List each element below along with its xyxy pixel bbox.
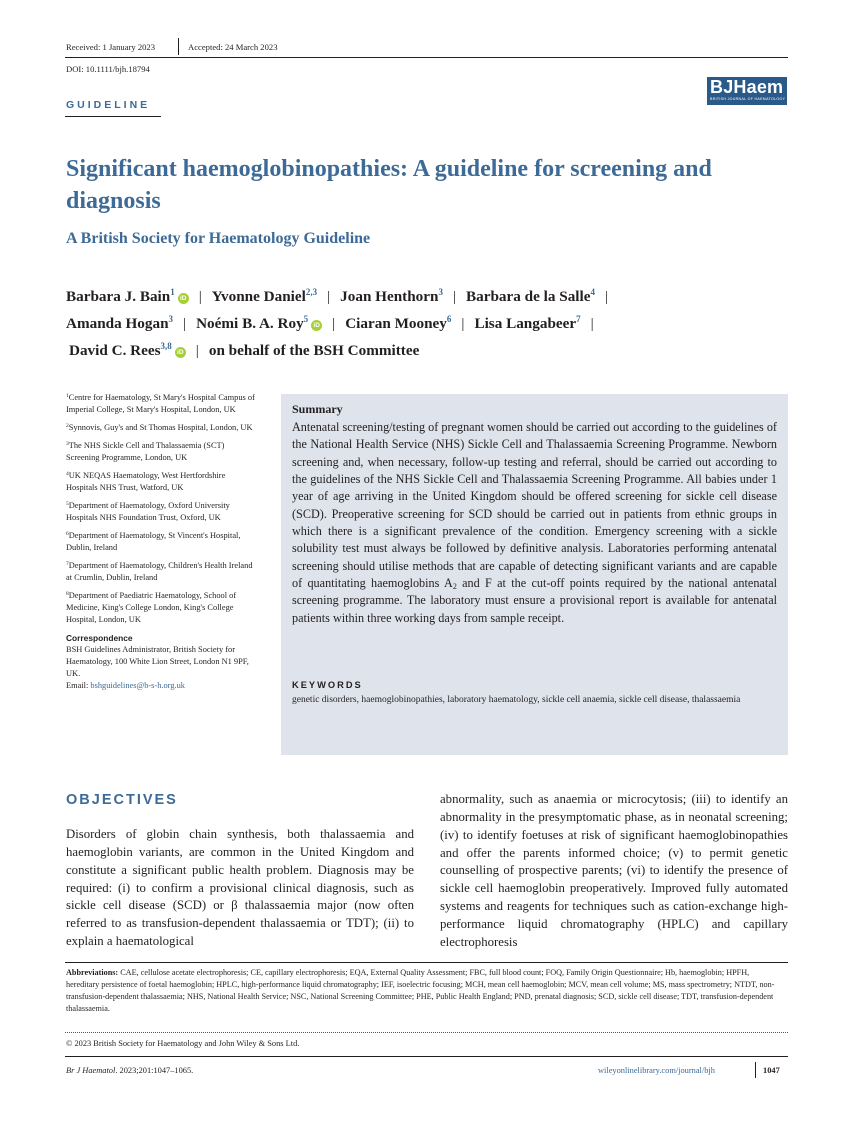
affiliation: $^8$Department of Paediatric Haematology, School of Medicine, King's College London, King's College Hospital, London, UK [66,591,237,624]
section-underline [65,116,161,117]
author[interactable]: Amanda Hogan$^3$ [66,314,174,332]
keywords-text: genetic disorders, haemoglobinopathies, laboratory haematology, sickle cell anaemia, sickle cell disease, thalassaemia [292,695,741,705]
author[interactable]: Lisa Langabeer$^7$ [474,314,581,332]
affiliations [66,392,258,692]
authors-suffix: on behalf of the BSH Committee [208,342,420,359]
affiliation: $^5$Department of Haematology, Oxford University Hospitals NHS Foundation Trust, Oxford, UK [66,501,230,522]
article-title: Significant haemoglobinopathies: A guideline for screening and diagnosis [66,156,712,214]
author[interactable]: Noémi B. A. Roy$^5$iD [196,315,322,332]
footer-divider [755,1062,756,1078]
affiliation: $^4$UK NEQAS Haematology, West Hertfordshire Hospitals NHS Trust, Watford, UK [66,471,226,492]
correspondence-heading: Correspondence [66,633,133,643]
orcid-icon[interactable]: iD [175,347,186,358]
footer-rule [65,1056,788,1057]
email-link[interactable]: bshguidelines@b-s-h.org.uk [90,681,185,690]
author[interactable]: Barbara de la Salle$^4$ [466,287,595,305]
author-line-2: Amanda Hogan$^3$ | Noémi B. A. Roy$^5$iD | Ciaran Mooney$^6$ | Lisa Langabeer$^7$ | [66,314,594,332]
journal-url[interactable]: wileyonlinelibrary.com/journal/bjh [598,1066,715,1075]
logo-subtext: BRITISH JOURNAL OF HAEMATOLOGY [710,97,786,101]
accepted-date: Accepted: 24 March 2023 [188,42,278,52]
author[interactable]: Yvonne Daniel$^{2,3}$ [211,287,318,305]
abbreviations-rule [65,962,788,963]
author[interactable]: Barbara J. Bain$^1$iD [66,288,189,305]
abbreviations: Abbreviations: CAE, cellulose acetate electrophoresis; CE, capillary electrophoresis; EQA, External Quality Assessment; FBC, full blood count; FOQ, Family Origin Questionnaire; Hb, haemoglobin; HPFH, hereditary persistence of foetal haemoglobin; HPLC, high-performance liquid chromatography; IEF, isoelectric focusing; MCH, mean cell haemoglobin; MCV, mean cell volume; MS, mass spectrometry; NTDT, non-transfusion-dependent thalassaemia; NHS, National Health Service; NSC, National Screening Committee; PHE, Public Health England; PND, prenatal diagnosis; SCD, sickle cell disease; TDT, transfusion-dependent thalassaemia. [66,968,775,1013]
orcid-icon[interactable]: iD [311,320,322,331]
author[interactable]: Ciaran Mooney$^6$ [345,314,452,332]
article-subtitle: A British Society for Haematology Guideline [66,230,371,247]
header-rule [65,57,788,58]
affiliation: $^1$Centre for Haematology, St Mary's Hospital Campus of Imperial College, St Mary's Hospital, London, UK [66,393,255,414]
received-date: Received: 1 January 2023 [66,42,156,52]
summary-box [281,394,788,755]
author-line-1: Barbara J. Bain$^1$iD | Yvonne Daniel$^{2,3}$ | Joan Henthorn$^3$ | Barbara de la Salle$^4$ | [66,287,609,305]
correspondence-email: Email: bshguidelines@b-s-h.org.uk [66,681,185,690]
keywords-heading: KEYWORDS [292,680,363,690]
author[interactable]: Joan Henthorn$^3$ [340,287,443,305]
affiliation: $^3$The NHS Sickle Cell and Thalassaemia (SCT) Screening Programme, London, UK [66,441,225,462]
affiliation: $^7$Department of Haematology, Children's Health Ireland at Crumlin, Dublin, Ireland [66,561,253,582]
doi[interactable]: DOI: 10.1111/bjh.18794 [66,64,150,74]
author-line-3: David C. Rees$^{3,8}$iD | on behalf of the BSH Committee [69,341,420,359]
journal-logo[interactable] [707,77,787,105]
author[interactable]: David C. Rees$^{3,8}$iD [69,342,186,359]
correspondence-text: BSH Guidelines Administrator, British Society for Haematology, 100 White Lion Street, London N1 9PF, UK. [66,645,249,678]
affiliation: $^2$Synnovis, Guy's and St Thomas Hospital, London, UK [66,423,253,432]
logo-text: BJHaem [710,77,784,97]
author-list [66,283,796,364]
summary-text: Antenatal screening/testing of pregnant women should be carried out according to the guidelines of the National Health Service (NHS) Sickle Cell and Thalassaemia Screening Programme. Newborn screening and, when necessary, follow-up testing and referral, should be carried out according to the guidelines of the NHS Sickle Cell and Thalassaemia Screening Programme. All babies under 1 year of age arriving in the United Kingdom should be offered screening for sickle cell disease (SCD). Preoperative screening for SCD should be carried out in patients from ethnic groups in which there is a significant prevalence of the condition. Emergency screening with a sickle solubility test must always be followed by definitive analysis. Laboratories performing antenatal screening should utilise methods that are capable of detecting significant variants and are capable of quantitating haemoglobins $A_2$ and F at the cut-off points required by the national antenatal screening programme. The laboratory must ensure a provisional report is available for antenatal patients within three working days from sample receipt. [292,420,778,625]
orcid-icon[interactable]: iD [178,293,189,304]
section-label: GUIDELINE [66,99,151,111]
objectives-column-1: Disorders of globin chain synthesis, both thalassaemia and haemoglobin variants, are common in the United Kingdom and constitute a significant public health problem. Diagnosis may be required: (i) to confirm a provisional clinical diagnosis, such as sickle cell disease (SCD) or β thalassaemia major (now often referred to as transfusion-dependent thalassaemia or TDT); (ii) to explain a haematological [66,827,414,949]
objectives-heading: OBJECTIVES [66,792,178,808]
summary-heading: Summary [292,402,343,416]
copyright: © 2023 British Society for Haematology and John Wiley & Sons Ltd. [66,1039,300,1048]
affiliation: $^6$Department of Haematology, St Vincent's Hospital, Dublin, Ireland [66,531,241,552]
page-number: 1047 [763,1066,780,1075]
objectives-column-2: abnormality, such as anaemia or microcytosis; (iii) to identify an abnormality in the presymptomatic phase, as in neonatal screening; (iv) to identify foetuses at risk of significant haemoglobinopathies and offer the parents informed choice; (v) to permit genetic counselling of prospective parents; (vi) to identify the presence of sickle cell haemoglobin preoperatively. Improved fully automated systems and reagents for techniques such as cation-exchange high-performance liquid chromatography (HPLC) and capillary electrophoresis [440,792,788,949]
dotted-divider [65,1032,788,1033]
citation: Br J Haematol. 2023;201:1047–1065. [66,1066,194,1075]
header-divider [178,38,179,55]
